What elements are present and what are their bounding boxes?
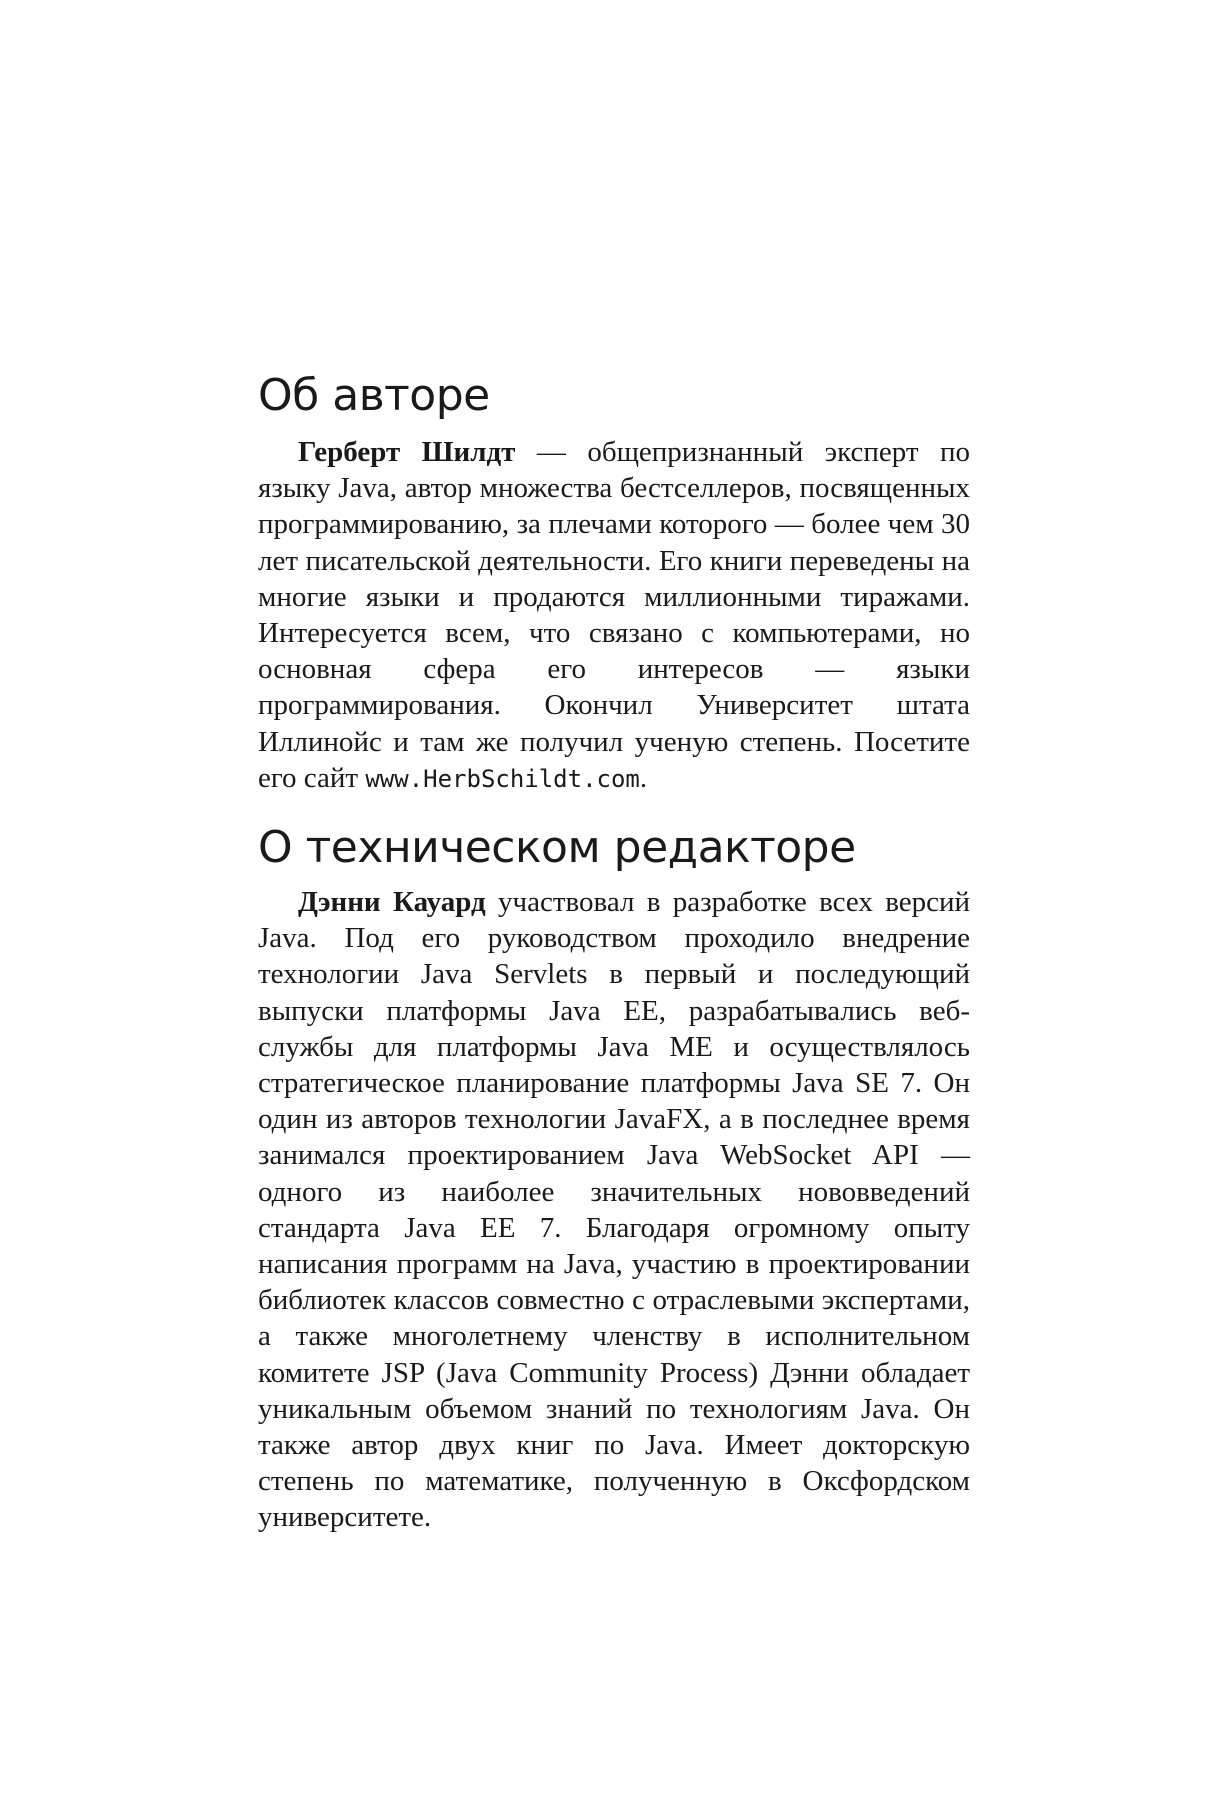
- about-author-paragraph: [258, 434, 970, 797]
- author-bio-end: .: [639, 761, 648, 794]
- about-editor-paragraph: [258, 884, 970, 1536]
- author-website: www.HerbSchildt.com: [365, 764, 640, 793]
- author-bio-text: — общепризнанный эксперт по языку Java, автор множества бестселлеров, посвященных программированию, за плечами которого — более чем 30 лет писательской деятельности. Его книги переведены на многие языки и продаются миллионными тиражами. Интересуется всем, что связано с компьютерами, но основная сфера его интересов — языки программирования. Окончил Университет штата Иллинойс и там же получил ученую степень. Посетите его сайт: [258, 436, 970, 794]
- about-editor-heading: О техническом редакторе: [258, 822, 856, 873]
- about-author-heading: Об авторе: [258, 370, 490, 421]
- editor-bio-text: участвовал в разработке всех версий Java. Под его руководством проходило внедрение технологии Java Servlets в первый и последующий выпуски платформы Java EE, разрабатывались вебслужбы для платформы Java ME и осуществлялось стратегическое планирование платформы Java SE 7. Он один из авторов технологии JavaFX, а в последнее время занимался проектированием Java WebSocket API — одного из наиболее значительных нововведений стандарта Java EE 7. Благодаря огромному опыту написания программ на Java, участию в проектировании библиотек классов совместно с отраслевыми экспертами, а также многолетнему членству в исполнительном комитете JSP (Java Community Process) Дэнни обладает уникальным объемом знаний по технологиям Java. Он также автор двух книг по Java. Имеет докторскую степень по математике, полученную в Оксфордском университете.: [258, 886, 971, 1534]
- author-name: Герберт Шилдт: [298, 436, 516, 468]
- about-editor-section: [258, 820, 970, 1536]
- editor-name: Дэнни Кауард: [298, 886, 486, 918]
- about-author-section: [258, 368, 970, 797]
